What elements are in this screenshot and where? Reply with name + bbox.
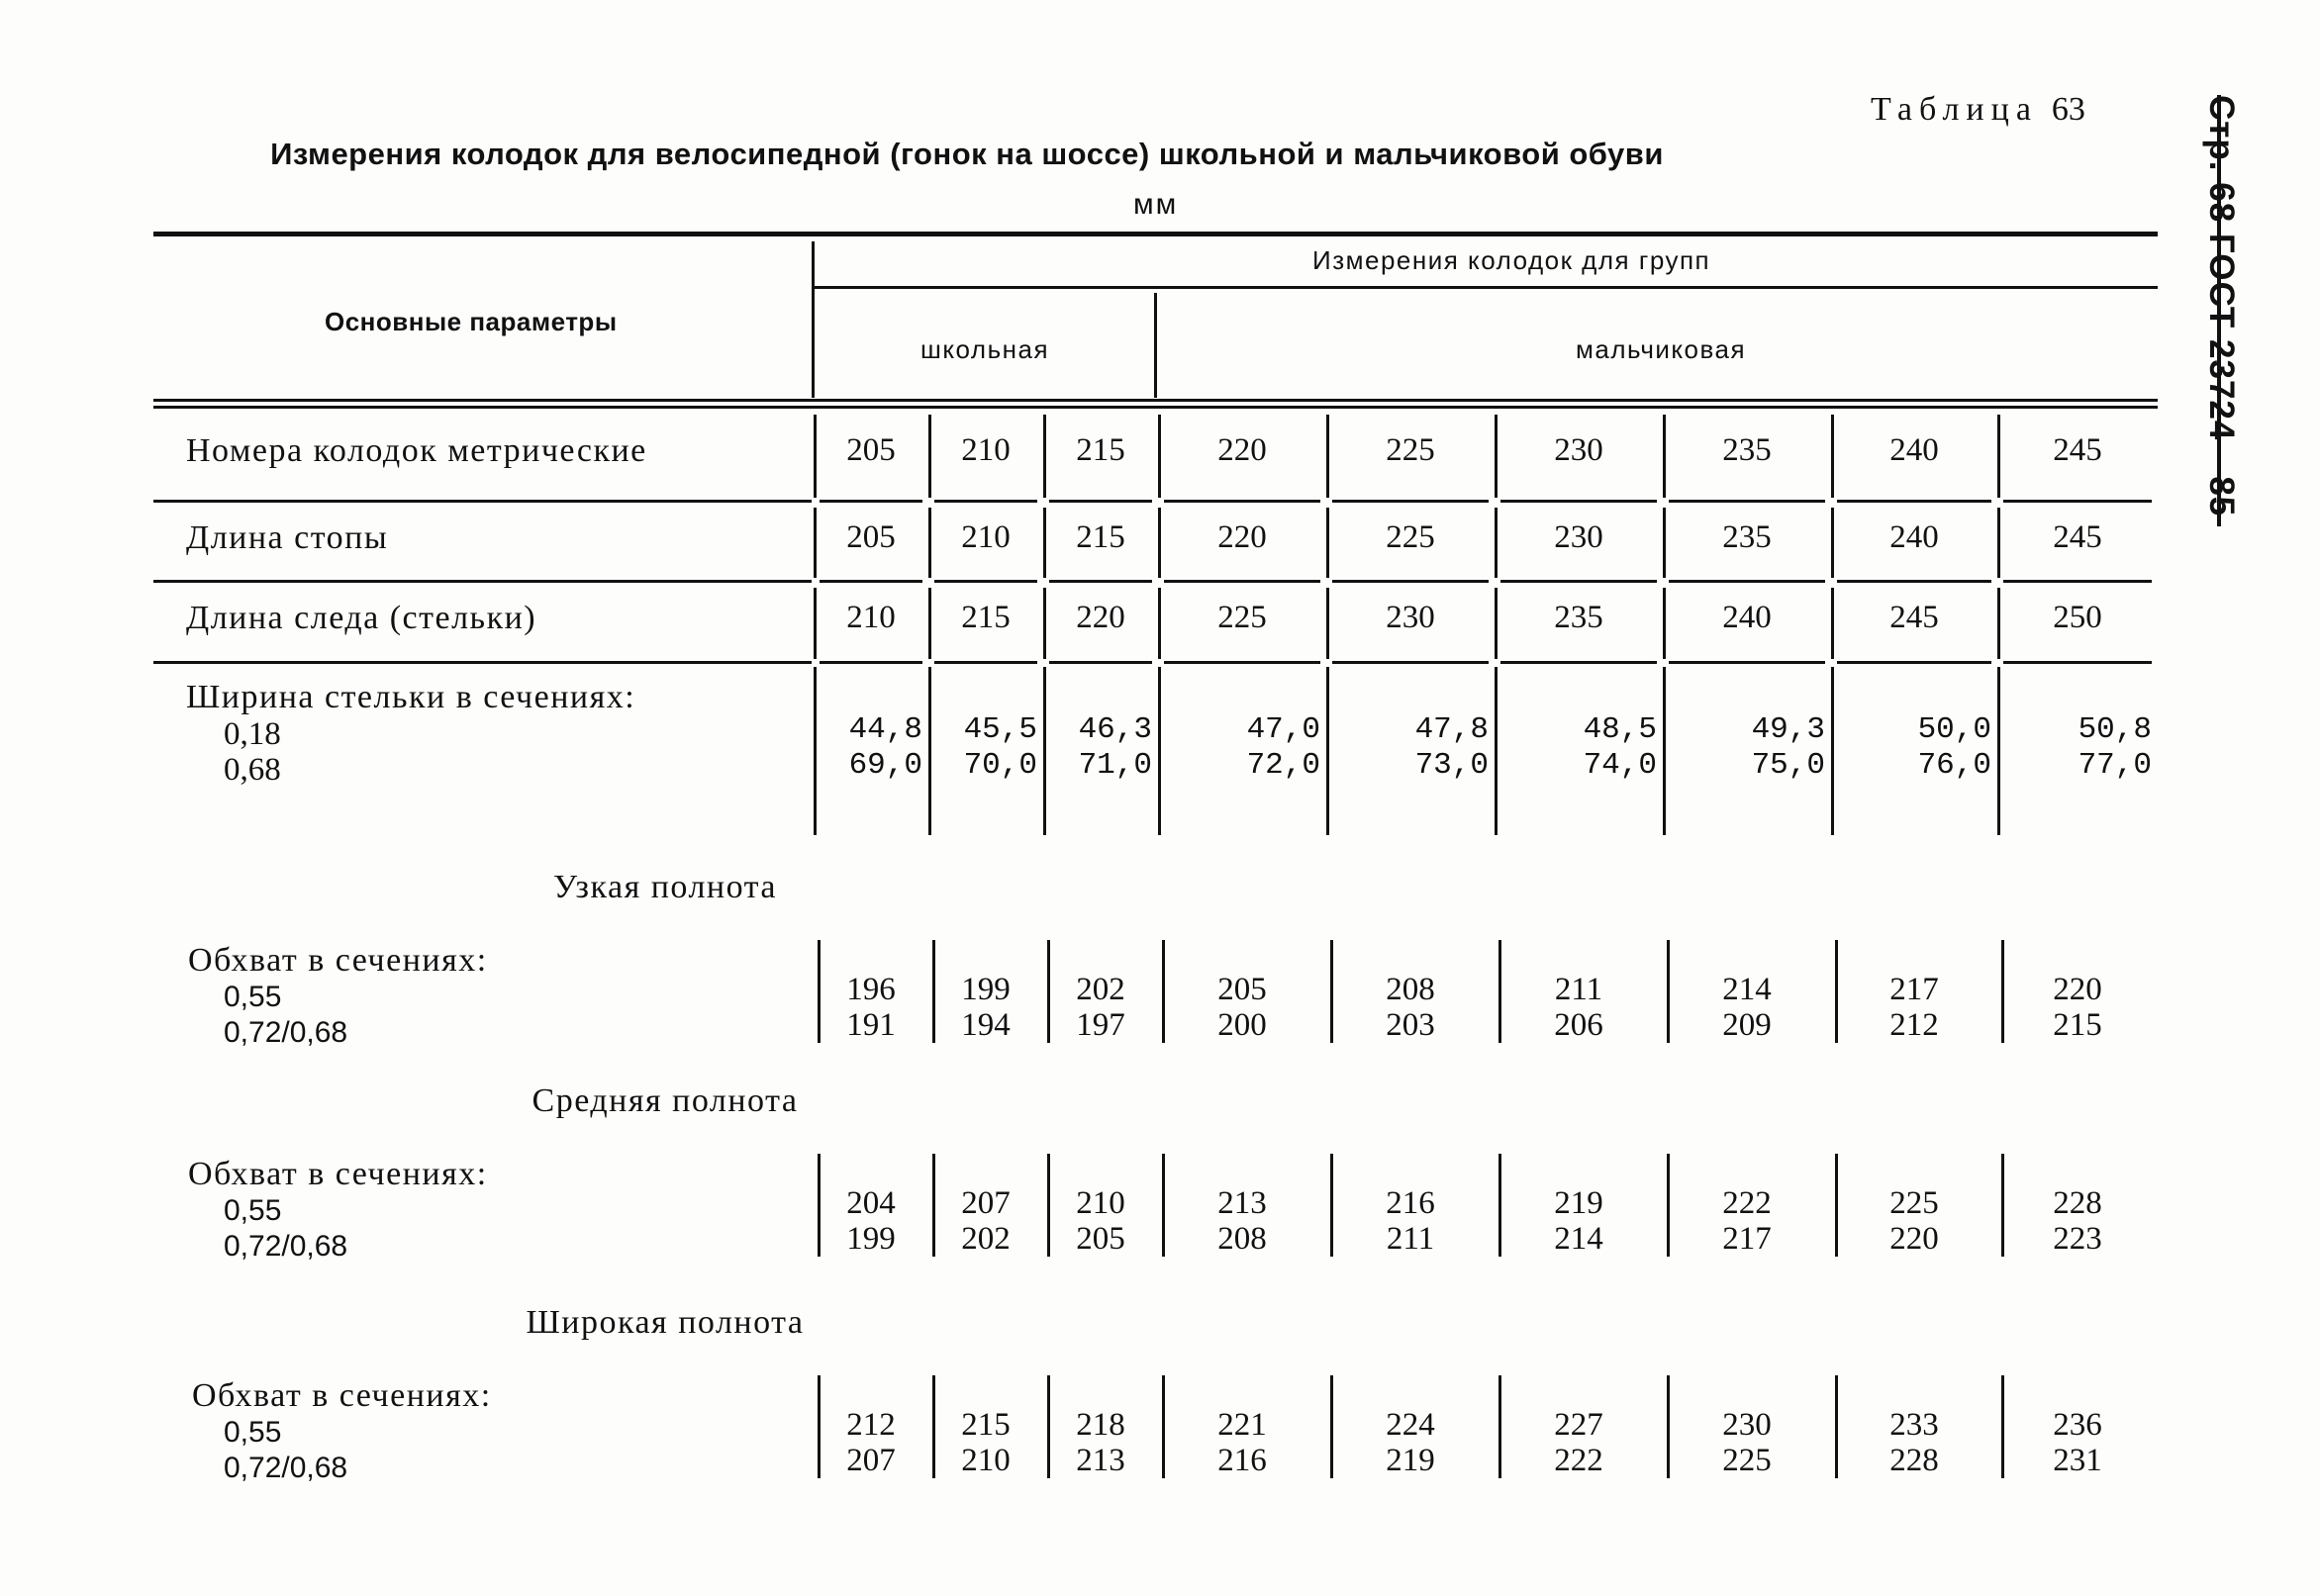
cell-rule: [1164, 661, 1320, 664]
table-cell: 203: [1386, 1007, 1435, 1043]
column-divider: [814, 667, 817, 835]
cell-rule: [820, 580, 922, 583]
column-divider: [814, 415, 817, 498]
column-divider: [932, 1375, 935, 1478]
column-divider: [1835, 1375, 1838, 1478]
table-cell: 220: [2053, 972, 2102, 1007]
table-cell: 72,0: [1246, 748, 1320, 783]
column-divider: [1162, 1154, 1165, 1257]
table-cell: 245: [2053, 518, 2102, 555]
column-divider: [814, 588, 817, 659]
header-groups: Измерения колодок для групп: [1312, 245, 1711, 275]
table-cell: 210: [961, 432, 1011, 468]
column-divider: [2001, 1154, 2004, 1257]
table-cell: 48,5: [1583, 712, 1657, 747]
table-cell: 240: [1889, 518, 1939, 555]
column-divider: [818, 940, 821, 1043]
column-divider: [1047, 1154, 1050, 1257]
column-divider: [1667, 1375, 1670, 1478]
table-number-value: 63: [2051, 91, 2085, 128]
column-divider: [1831, 667, 1834, 835]
unit-label: мм: [1133, 188, 1179, 221]
column-divider: [1043, 415, 1046, 498]
column-divider: [1495, 667, 1498, 835]
table-cell: 74,0: [1583, 748, 1657, 783]
table-cell: 214: [1554, 1221, 1603, 1257]
column-divider: [1498, 1154, 1501, 1257]
column-divider: [1162, 940, 1165, 1043]
column-divider: [1158, 415, 1161, 498]
column-divider: [1330, 1154, 1333, 1257]
table-cell: 200: [1217, 1007, 1267, 1043]
table-cell: 215: [961, 600, 1011, 635]
fullness-title: Узкая полнота: [552, 869, 778, 905]
table-title: Измерения колодок для велосипедной (гонок на шоссе) школьной и мальчиковой обуви: [270, 137, 1664, 171]
column-divider: [1047, 1375, 1050, 1478]
table-cell: 220: [1217, 432, 1267, 468]
column-divider: [1495, 588, 1498, 659]
table-cell: 199: [846, 1221, 896, 1257]
table-cell: 214: [1722, 972, 1772, 1007]
column-divider: [1330, 940, 1333, 1043]
table-cell: 215: [1076, 432, 1125, 468]
cell-rule: [1332, 500, 1489, 503]
column-divider: [1831, 588, 1834, 659]
section-label: 0,18: [224, 716, 281, 752]
table-cell: 221: [1217, 1407, 1267, 1443]
table-cell: 196: [846, 972, 896, 1007]
header-groups-rule: [814, 286, 2158, 289]
column-divider: [932, 940, 935, 1043]
table-number-label: Таблица: [1871, 91, 2038, 128]
column-divider: [1326, 415, 1329, 498]
table-cell: 222: [1722, 1185, 1772, 1221]
column-divider: [1330, 1375, 1333, 1478]
table-number: [1871, 91, 2085, 129]
table-cell: 210: [846, 600, 896, 635]
table-cell: 207: [846, 1443, 896, 1478]
table-cell: 213: [1076, 1443, 1125, 1478]
column-divider: [818, 1375, 821, 1478]
header-params: Основные параметры: [325, 307, 618, 336]
column-divider: [818, 1154, 821, 1257]
cell-rule: [820, 500, 922, 503]
column-divider: [1831, 508, 1834, 578]
row-label: Длина следа (стельки): [186, 600, 537, 636]
column-divider: [1043, 667, 1046, 835]
table-cell: 199: [961, 972, 1011, 1007]
table-cell: 211: [1554, 972, 1603, 1007]
column-divider: [1498, 1375, 1501, 1478]
cell-rule: [1049, 580, 1152, 583]
table-cell: 223: [2053, 1221, 2102, 1257]
column-divider: [1667, 940, 1670, 1043]
table-cell: 69,0: [848, 748, 922, 783]
column-divider: [1831, 415, 1834, 498]
table-cell: 45,5: [963, 712, 1037, 747]
table-cell: 210: [1076, 1185, 1125, 1221]
cell-rule: [1332, 580, 1489, 583]
column-divider: [1495, 508, 1498, 578]
table-cell: 50,0: [1917, 712, 1991, 747]
table-cell: 71,0: [1078, 748, 1152, 783]
table-cell: 235: [1722, 432, 1772, 468]
table-cell: 205: [1076, 1221, 1125, 1257]
table-cell: 46,3: [1078, 712, 1152, 747]
column-divider: [1997, 667, 2000, 835]
cell-rule: [1669, 580, 1825, 583]
column-divider: [1835, 1154, 1838, 1257]
column-divider: [1663, 588, 1666, 659]
table-cell: 197: [1076, 1007, 1125, 1043]
column-divider: [1663, 667, 1666, 835]
table-cell: 208: [1217, 1221, 1267, 1257]
column-divider: [1043, 588, 1046, 659]
table-cell: 211: [1386, 1221, 1435, 1257]
column-divider: [1997, 415, 2000, 498]
column-divider: [1835, 940, 1838, 1043]
header-bottom-rule-1: [153, 399, 2158, 402]
cell-rule: [1164, 500, 1320, 503]
header-school: школьная: [920, 334, 1050, 364]
table-cell: 47,0: [1246, 712, 1320, 747]
table-cell: 225: [1722, 1443, 1772, 1478]
cell-rule: [934, 500, 1037, 503]
table-cell: 230: [1554, 432, 1603, 468]
table-cell: 233: [1889, 1407, 1939, 1443]
cell-rule: [1837, 500, 1991, 503]
table-cell: 219: [1386, 1443, 1435, 1478]
table-cell: 215: [2053, 1007, 2102, 1043]
column-divider: [1997, 588, 2000, 659]
cell-rule: [2003, 580, 2152, 583]
column-divider: [1158, 588, 1161, 659]
column-divider: [1326, 588, 1329, 659]
cell-rule: [1500, 500, 1657, 503]
table-cell: 50,8: [2078, 712, 2152, 747]
cell-rule: [1669, 661, 1825, 664]
table-cell: 222: [1554, 1443, 1603, 1478]
table-cell: 225: [1889, 1185, 1939, 1221]
table-cell: 208: [1386, 972, 1435, 1007]
cell-rule: [2003, 661, 2152, 664]
section-label: 0,55: [224, 1194, 282, 1227]
column-divider: [928, 667, 931, 835]
column-divider: [928, 508, 931, 578]
row-label: Длина стопы: [186, 518, 389, 556]
header-boys: мальчиковая: [1576, 334, 1747, 364]
table-cell: 209: [1722, 1007, 1772, 1043]
table-cell: 245: [1889, 600, 1939, 635]
table-cell: 220: [1889, 1221, 1939, 1257]
table-cell: 202: [1076, 972, 1125, 1007]
fullness-label: Обхват в сечениях:: [188, 1156, 488, 1192]
table-cell: 240: [1722, 600, 1772, 635]
column-divider: [1498, 940, 1501, 1043]
fullness-label: Обхват в сечениях:: [192, 1377, 492, 1414]
column-divider: [1326, 508, 1329, 578]
column-divider: [1162, 1375, 1165, 1478]
table-cell: 220: [1076, 600, 1125, 635]
row-rule: [153, 580, 812, 583]
section-label: 0,72/0,68: [224, 1230, 348, 1263]
row-label: Номера колодок метрические: [186, 432, 647, 469]
table-cell: 194: [961, 1007, 1011, 1043]
table-cell: 210: [961, 1443, 1011, 1478]
table-cell: 219: [1554, 1185, 1603, 1221]
header-divider-params: [812, 241, 815, 398]
column-divider: [928, 415, 931, 498]
header-bottom-rule-2: [153, 406, 2158, 409]
column-divider: [1158, 508, 1161, 578]
table-cell: 218: [1076, 1407, 1125, 1443]
page-side-label: [2187, 95, 2247, 530]
table-cell: 228: [2053, 1185, 2102, 1221]
cell-rule: [1500, 580, 1657, 583]
table-cell: 205: [846, 432, 896, 468]
fullness-title: Средняя полнота: [532, 1082, 799, 1119]
cell-rule: [934, 661, 1037, 664]
table-cell: 44,8: [848, 712, 922, 747]
table-cell: 227: [1554, 1407, 1603, 1443]
cell-rule: [1669, 500, 1825, 503]
table-cell: 216: [1217, 1443, 1267, 1478]
section-label: 0,72/0,68: [224, 1016, 348, 1049]
table-cell: 202: [961, 1221, 1011, 1257]
table-cell: 231: [2053, 1443, 2102, 1478]
header-divider-groups: [1154, 293, 1157, 398]
table-top-rule: [153, 232, 2158, 236]
table-cell: 213: [1217, 1185, 1267, 1221]
table-cell: 210: [961, 518, 1011, 555]
table-cell: 75,0: [1751, 748, 1825, 783]
table-cell: 217: [1722, 1221, 1772, 1257]
table-cell: 245: [2053, 432, 2102, 468]
column-divider: [1495, 415, 1498, 498]
table-cell: 230: [1722, 1407, 1772, 1443]
column-divider: [1158, 667, 1161, 835]
table-cell: 236: [2053, 1407, 2102, 1443]
table-cell: 250: [2053, 600, 2102, 635]
column-divider: [928, 588, 931, 659]
table-cell: 235: [1554, 600, 1603, 635]
section-label: 0,55: [224, 1416, 282, 1449]
table-cell: 225: [1386, 518, 1435, 555]
table-cell: 240: [1889, 432, 1939, 468]
table-cell: 205: [846, 518, 896, 555]
table-cell: 206: [1554, 1007, 1603, 1043]
table-cell: 212: [1889, 1007, 1939, 1043]
column-divider: [814, 508, 817, 578]
column-divider: [1663, 508, 1666, 578]
page-side-label-text: Стр. 68 ГОСТ 23724—85: [2202, 95, 2241, 517]
section-label: 0,55: [224, 981, 282, 1013]
fullness-label: Обхват в сечениях:: [188, 942, 488, 979]
table-cell: 49,3: [1751, 712, 1825, 747]
fullness-title: Широкая полнота: [526, 1304, 805, 1341]
section-label: 0,68: [224, 752, 281, 788]
column-divider: [1997, 508, 2000, 578]
table-cell: 224: [1386, 1407, 1435, 1443]
column-divider: [1663, 415, 1666, 498]
table-cell: 217: [1889, 972, 1939, 1007]
column-divider: [1047, 940, 1050, 1043]
width-block-label: Ширина стельки в сечениях:: [186, 679, 636, 715]
table-cell: 220: [1217, 518, 1267, 555]
table-cell: 47,8: [1414, 712, 1489, 747]
cell-rule: [820, 661, 922, 664]
table-cell: 216: [1386, 1185, 1435, 1221]
table-cell: 230: [1386, 600, 1435, 635]
table-cell: 215: [961, 1407, 1011, 1443]
table-cell: 235: [1722, 518, 1772, 555]
cell-rule: [934, 580, 1037, 583]
cell-rule: [1049, 500, 1152, 503]
table-cell: 191: [846, 1007, 896, 1043]
table-cell: 230: [1554, 518, 1603, 555]
section-label: 0,72/0,68: [224, 1452, 348, 1484]
table-cell: 228: [1889, 1443, 1939, 1478]
table-cell: 225: [1386, 432, 1435, 468]
column-divider: [1667, 1154, 1670, 1257]
table-cell: 77,0: [2078, 748, 2152, 783]
cell-rule: [1332, 661, 1489, 664]
table-cell: 205: [1217, 972, 1267, 1007]
table-cell: 70,0: [963, 748, 1037, 783]
column-divider: [932, 1154, 935, 1257]
table-cell: 225: [1217, 600, 1267, 635]
column-divider: [1043, 508, 1046, 578]
column-divider: [1326, 667, 1329, 835]
table-cell: 76,0: [1917, 748, 1991, 783]
cell-rule: [1837, 661, 1991, 664]
cell-rule: [1500, 661, 1657, 664]
table-cell: 212: [846, 1407, 896, 1443]
table-cell: 207: [961, 1185, 1011, 1221]
row-rule: [153, 661, 812, 664]
cell-rule: [1164, 580, 1320, 583]
row-rule: [153, 500, 812, 503]
table-cell: 204: [846, 1185, 896, 1221]
table-cell: 215: [1076, 518, 1125, 555]
column-divider: [2001, 940, 2004, 1043]
column-divider: [2001, 1375, 2004, 1478]
cell-rule: [1049, 661, 1152, 664]
cell-rule: [2003, 500, 2152, 503]
table-cell: 73,0: [1414, 748, 1489, 783]
cell-rule: [1837, 580, 1991, 583]
